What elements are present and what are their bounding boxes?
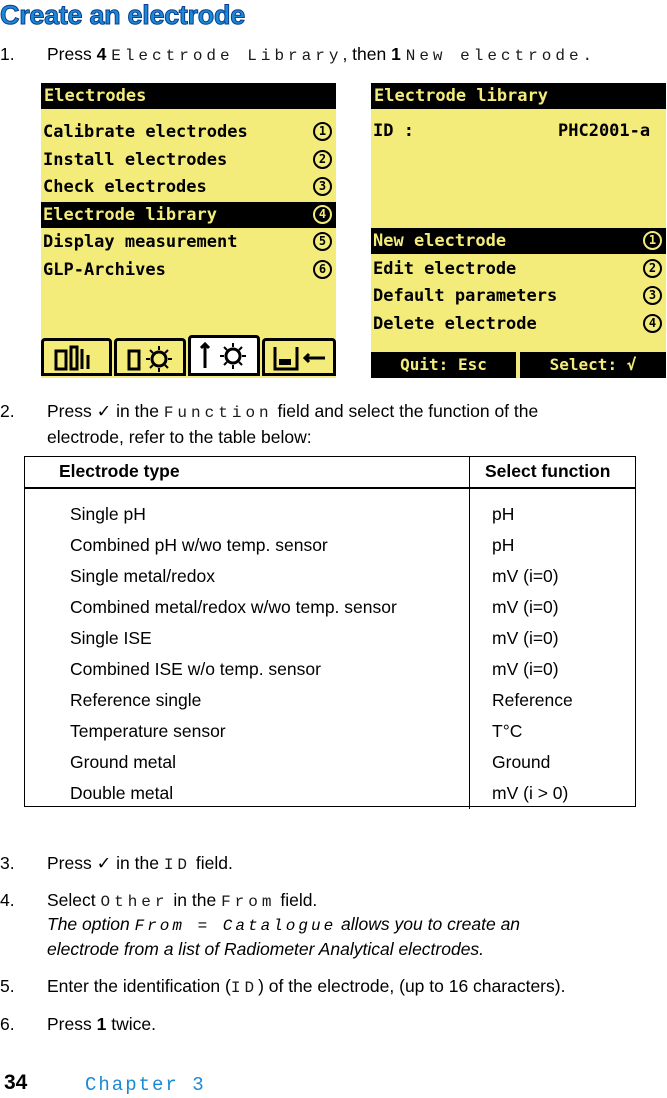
step-text: in the	[111, 401, 164, 421]
lcd-menu-item[interactable]	[41, 257, 336, 283]
cell-electrode-type: Combined metal/redox w/wo temp. sensor	[70, 597, 397, 617]
step-text: , then	[342, 44, 392, 64]
field-from: From	[221, 893, 276, 911]
lcd-id-row	[371, 118, 666, 144]
step-number: 6.	[0, 1014, 15, 1034]
check-icon: ✓	[96, 853, 112, 873]
step-text: in the	[111, 853, 164, 873]
cell-select-function: mV (i > 0)	[470, 778, 637, 809]
cell-electrode-type: Single ISE	[70, 628, 152, 648]
cell-select-function: mV (i=0)	[470, 654, 637, 685]
circled-number-icon: 2	[643, 259, 662, 278]
circled-number-icon: 3	[643, 286, 662, 305]
column-header-select-function: Select function	[470, 456, 637, 488]
note-text: allows you to create an	[336, 914, 521, 934]
lcd-menu-item-label: Install electrodes	[43, 149, 228, 170]
step-number: 2.	[0, 401, 15, 421]
lcd-menu-item[interactable]	[371, 256, 666, 282]
lcd-menu-item[interactable]	[41, 202, 336, 228]
cell-select-function: mV (i=0)	[470, 592, 637, 623]
lcd-electrodes-screen	[41, 83, 336, 378]
cell-electrode-type: Ground metal	[70, 752, 177, 772]
lcd-menu-item-label: Electrode library	[43, 204, 217, 225]
exit-tab-icon[interactable]	[262, 338, 336, 376]
step-number: 5.	[0, 976, 15, 996]
lcd-menu-item[interactable]	[41, 147, 336, 173]
step-text: field.	[275, 890, 318, 910]
menu-new-electrode: New electrode.	[405, 47, 597, 65]
circled-number-icon: 6	[313, 260, 332, 279]
field-id: ID	[163, 856, 192, 874]
step-text: ) of the electrode, (up to 16 characters).	[258, 976, 566, 996]
menu-electrode-library: Electrode Library	[111, 47, 343, 65]
lcd-menu-item-label: Default parameters	[373, 286, 558, 306]
step-number: 1.	[0, 44, 15, 64]
step-text: Enter the identification (	[47, 976, 231, 996]
circled-number-icon: 5	[313, 232, 332, 251]
lcd-menu-item-label: Display measurement	[43, 232, 238, 252]
check-icon: ✓	[96, 401, 112, 421]
id-label: ID :	[373, 121, 414, 141]
table-row	[24, 778, 636, 809]
table-row	[24, 654, 636, 685]
circled-number-icon: 1	[643, 231, 662, 250]
circled-number-icon: 4	[313, 205, 332, 224]
cell-select-function: mV (i=0)	[470, 623, 637, 654]
quit-esc-button[interactable]: Quit: Esc	[371, 352, 516, 378]
lcd-tab-bar	[41, 336, 336, 378]
step-2	[0, 401, 660, 451]
key-4: 4	[96, 44, 107, 64]
table-row	[24, 716, 636, 747]
column-header-electrode-type: Electrode type	[24, 456, 470, 488]
step-text: electrode, refer to the table below:	[47, 427, 312, 447]
lcd-menu-item[interactable]	[41, 119, 336, 145]
select-button[interactable]: Select: √	[520, 352, 666, 378]
lcd-menu-item[interactable]	[41, 229, 336, 255]
step-text: Select	[47, 890, 101, 910]
circled-number-icon: 1	[313, 122, 332, 141]
lcd-menu-item[interactable]	[41, 174, 336, 200]
page-number: 34	[4, 1071, 28, 1094]
cell-electrode-type: Combined ISE w/o temp. sensor	[70, 659, 321, 679]
calibrate-sun-icon[interactable]	[188, 335, 260, 376]
note-text: The option	[47, 914, 135, 934]
step-text: Press	[47, 1014, 97, 1034]
lcd-header: Electrodes	[41, 83, 336, 109]
circled-number-icon: 4	[643, 314, 662, 333]
lcd-menu-item[interactable]	[371, 228, 666, 254]
field-function: Function	[163, 404, 273, 422]
electrode-check-icon[interactable]	[114, 338, 186, 376]
lcd-menu-item-label: Edit electrode	[373, 258, 517, 279]
lcd-menu-item-label: GLP-Archives	[43, 259, 166, 280]
lcd-menu-item-label: Delete electrode	[373, 313, 537, 334]
lcd-menu-item-label: Check electrodes	[43, 177, 207, 197]
electrode-measure-icon[interactable]	[41, 338, 112, 376]
chapter-label: Chapter 3	[85, 1074, 206, 1096]
step-number: 4.	[0, 890, 15, 910]
table-header-row	[24, 456, 636, 488]
step-text: in the	[168, 890, 222, 910]
key-1: 1	[96, 1014, 107, 1034]
field-id: ID	[230, 979, 259, 997]
step-text: Press	[47, 44, 97, 64]
option-from-catalogue: From = Catalogue	[134, 917, 337, 935]
cell-electrode-type: Single metal/redox	[70, 566, 215, 586]
cell-electrode-type: Reference single	[70, 690, 202, 710]
circled-number-icon: 3	[313, 177, 332, 196]
key-1: 1	[391, 44, 401, 64]
cell-select-function: Reference	[470, 685, 637, 716]
cell-select-function: pH	[470, 488, 637, 530]
lcd-button-bar	[371, 350, 666, 378]
cell-select-function: T°C	[470, 716, 637, 747]
cell-electrode-type: Temperature sensor	[70, 721, 226, 741]
step-text: Press	[47, 853, 97, 873]
table-row	[24, 623, 636, 654]
lcd-menu-item-label: Calibrate electrodes	[43, 122, 248, 142]
page-title: Create an electrode	[0, 0, 245, 30]
circled-number-icon: 2	[313, 150, 332, 169]
table-row	[24, 488, 636, 530]
lcd-menu-item[interactable]	[371, 283, 666, 309]
step-text: field and select the function of the	[272, 401, 539, 421]
electrode-type-table	[24, 456, 636, 809]
lcd-electrode-library-screen	[371, 83, 666, 378]
step-text: twice.	[106, 1014, 156, 1034]
table-row	[24, 685, 636, 716]
note-text: electrode from a list of Radiometer Analytical electrodes.	[47, 939, 485, 959]
option-other: Other	[100, 893, 169, 911]
table-row	[24, 530, 636, 561]
id-value: PHC2001-a	[558, 121, 651, 141]
cell-electrode-type: Single pH	[70, 504, 146, 524]
step-text: Press	[47, 401, 97, 421]
lcd-menu-item[interactable]	[371, 311, 666, 337]
step-number: 3.	[0, 853, 15, 873]
lcd-header: Electrode library	[371, 83, 666, 109]
table-row	[24, 747, 636, 778]
cell-select-function: pH	[470, 530, 637, 561]
step-text: field.	[191, 853, 233, 873]
cell-select-function: mV (i=0)	[470, 561, 637, 592]
cell-select-function: Ground	[470, 747, 637, 778]
table-row	[24, 592, 636, 623]
cell-electrode-type: Combined pH w/wo temp. sensor	[70, 535, 328, 555]
table-row	[24, 561, 636, 592]
step-4	[0, 890, 660, 962]
cell-electrode-type: Double metal	[70, 783, 174, 803]
lcd-menu-item-label: New electrode	[373, 231, 507, 251]
